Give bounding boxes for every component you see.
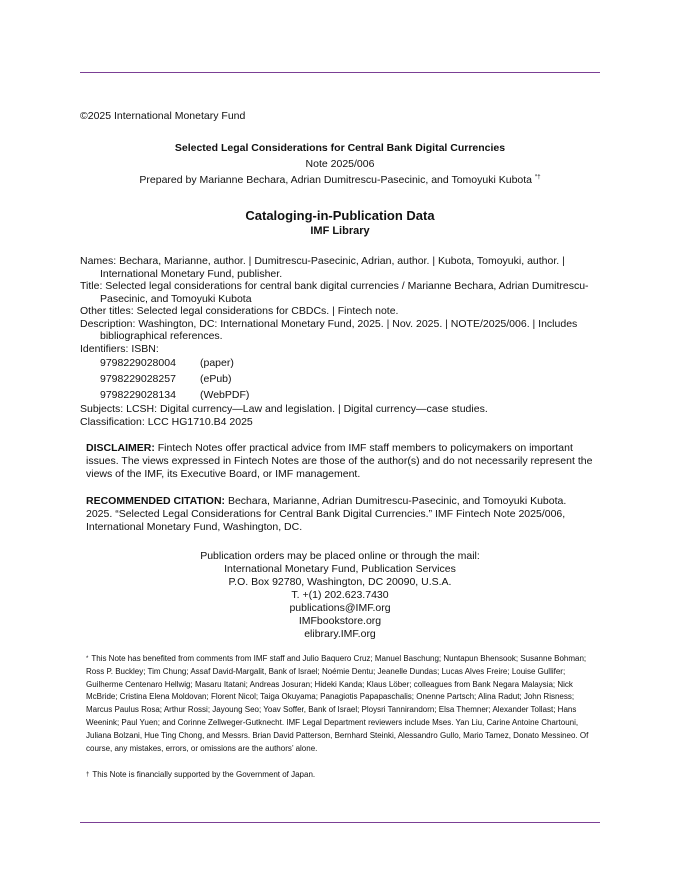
orders-address: P.O. Box 92780, Washington, DC 20090, U.S.A. — [228, 576, 452, 588]
disclaimer-text: Fintech Notes offer practical advice from IMF staff members to policymakers on important issues. The views expressed in Fintech Notes are those of the author(s) and do not necessarily represent the views of the IMF, its Executive Board, or IMF management. — [86, 442, 593, 480]
orders-elibrary: elibrary.IMF.org — [304, 628, 376, 640]
document-title: Selected Legal Considerations for Central Bank Digital Currencies — [174, 142, 506, 154]
cip-names: Names: Bechara, Marianne, author. | Dumitrescu-Pasecinic, Adrian, author. | Kubota, Tomoyuki, author. | International Monetary Fund, publisher. — [80, 255, 565, 280]
cip-subjects: Subjects: LCSH: Digital currency—Law and legislation. | Digital currency—case studies. — [80, 403, 488, 415]
document-page — [80, 110, 600, 782]
prepared-by — [80, 174, 600, 186]
orders-email: publications@IMF.org — [289, 602, 391, 614]
bottom-rule — [80, 822, 600, 823]
disclaimer — [86, 442, 594, 481]
isbn-format: (ePub) — [200, 373, 232, 385]
note-number: Note 2025/006 — [305, 158, 375, 170]
isbn-number: 9798229028134 — [100, 389, 176, 401]
cip-description: Description: Washington, DC: International Monetary Fund, 2025. | Nov. 2025. | NOTE/2025/006. | Includes bibliographical references. — [80, 317, 578, 342]
orders-bookstore: IMFbookstore.org — [298, 615, 382, 627]
cip-other-titles: Other titles: Selected legal considerations for CBDCs. | Fintech note. — [80, 305, 399, 317]
recommended-citation — [86, 495, 594, 534]
isbn-row — [80, 387, 600, 403]
citation-label: RECOMMENDED CITATION: — [86, 495, 226, 507]
cip-title-entry: Title: Selected legal considerations for central bank digital currencies / Marianne Bechara, Adrian Dumitrescu-Pasecinic, and Tomoyuki Kubota — [80, 280, 589, 305]
orders-phone: T. +(1) 202.623.7430 — [291, 589, 389, 601]
isbn-row — [80, 355, 600, 371]
footnote-text: This Note has benefited from comments from IMF staff and Julio Baquero Cruz; Manuel Baschung; Nuntapun Bhensook; Susanne Bohman; Ross P. Buckley; Tim Chung; Assaf David-Margalit, Bank of Israel; Noémie Dentu; Jeanelle Dundas; Lucas Alves Freire; Louise Gullifer; Guilherme Centenaro Hellwig; Masaru Itatani; Andreas Josuran; Hideki Kanda; Klaus Löber; colleagues from Bank Negara Malaysia; Nick McBride; Cristina Elena Moldovan; Florent Nicol; Taiga Okuyama; Panagiotis Papapaschalis; Onenne Partsch; Alina Radut; John Risness; Marcus Paulus Rosa; Arthur Rossi; Jayoung Seo; Yoav Soffer, Bank of Israel; Ploysri Tannirandorn; Elsa Themner; Alexander Tollast; Hans Weenink; Paul Yuen; and Corinne Zellweger-Gutknecht. IMF Legal Department reviewers include Mses. Yan Liu, Carine Antoine Chartouni, Juliana Bolzani, Hue Ting Chong, and Messrs. Brian David Patterson, Bernhard Steinki, Alessandro Gullo, Mario Tamez, Donato Messineo. Of course, any mistakes, errors, or omissions are the authors’ alone. — [86, 654, 589, 753]
cip-classification: Classification: LCC HG1710.B4 2025 — [80, 415, 253, 428]
cip-heading: Cataloging-in-Publication Data — [245, 208, 435, 223]
footnote-mark: † — [86, 772, 90, 779]
isbn-number: 9798229028004 — [100, 357, 176, 369]
isbn-row — [80, 371, 600, 387]
orders-organization: International Monetary Fund, Publication Services — [224, 563, 456, 575]
publication-orders — [80, 550, 600, 641]
citation-text: Bechara, Marianne, Adrian Dumitrescu-Pasecinic, and Tomoyuki Kubota. 2025. “Selected Legal Considerations for Central Bank Digital Currencies.” IMF Fintech Note 2025/006, International Monetary Fund, Washington, DC. — [86, 495, 567, 533]
isbn-number: 9798229028257 — [100, 373, 176, 385]
footnote-mark: * — [86, 656, 89, 662]
top-rule — [80, 72, 600, 73]
prepared-by-text: Prepared by Marianne Bechara, Adrian Dumitrescu-Pasecinic, and Tomoyuki Kubota — [139, 174, 535, 186]
footnote-funding — [86, 769, 594, 782]
isbn-format: (paper) — [200, 357, 234, 369]
isbn-format: (WebPDF) — [200, 389, 250, 401]
footnote-text: This Note is financially supported by the Government of Japan. — [92, 770, 316, 780]
disclaimer-label: DISCLAIMER: — [86, 442, 155, 454]
cip-subheading: IMF Library — [310, 225, 370, 237]
cip-identifiers: Identifiers: ISBN: — [80, 342, 159, 355]
prepared-by-footnote-marks: *† — [534, 174, 541, 181]
copyright: ©2025 International Monetary Fund — [80, 110, 246, 122]
orders-intro: Publication orders may be placed online or through the mail: — [200, 550, 480, 562]
footnote-acknowledgements — [86, 653, 594, 755]
